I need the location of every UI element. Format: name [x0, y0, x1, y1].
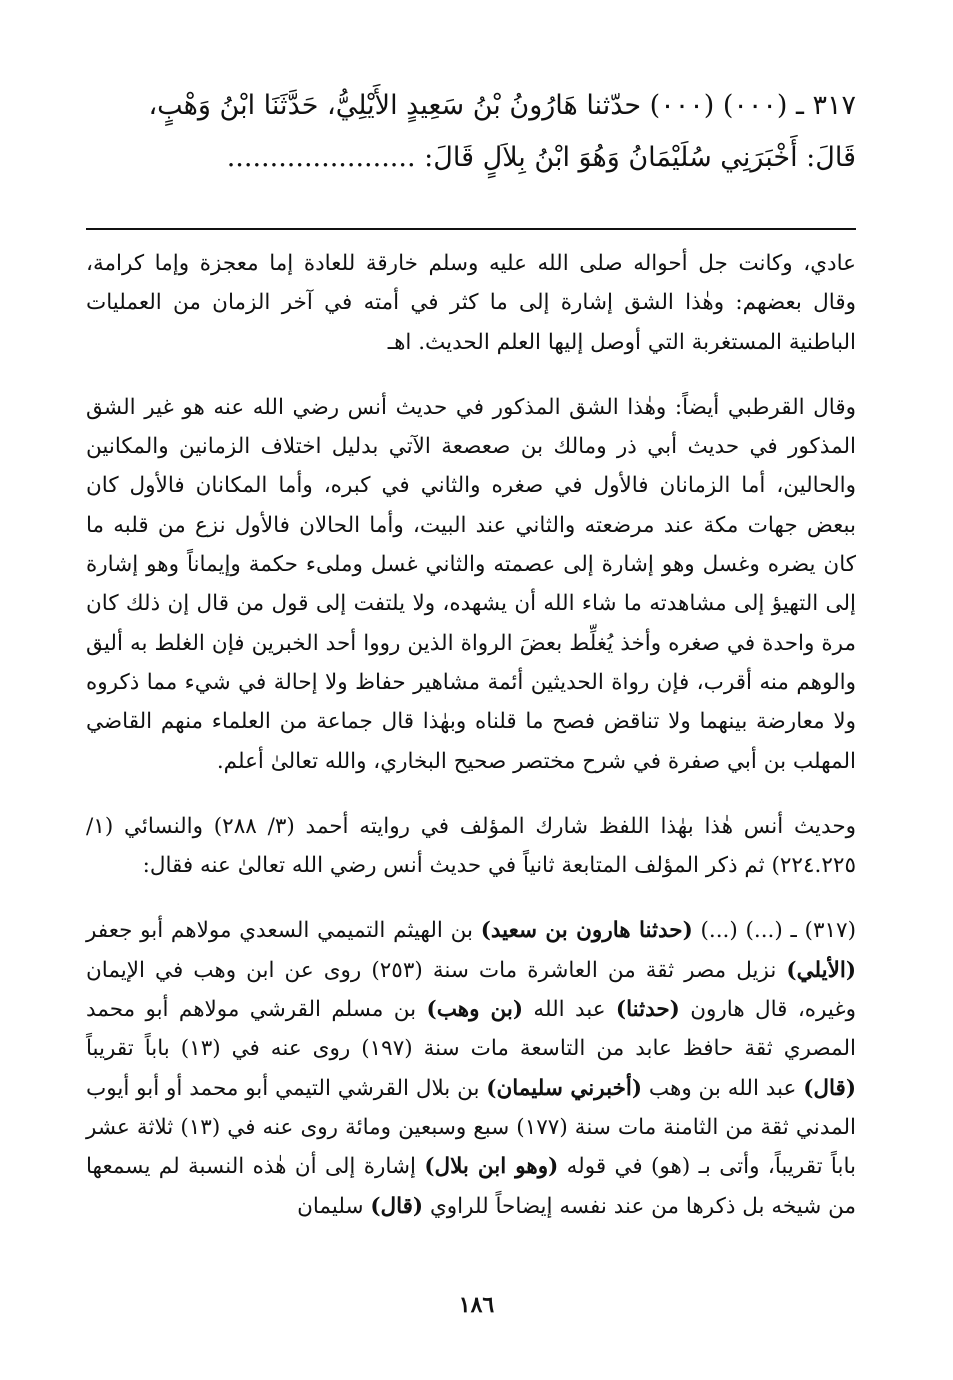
quoted-phrase: (حدثنا هارون بن سعيد)	[480, 918, 693, 944]
commentary-text: عبد الله	[523, 997, 616, 1023]
commentary-paragraph-1: عادي، وكانت جل أحواله صلى الله عليه وسلم خارقة للعادة إما معجزة وإما كرامة، وقال بعضهم: وهٰذا الشق إشارة إلى ما كثر في أمته في آخر الزمان من العمليات الباطنية المستغربة التي أوصل إليها العلم الحديث. اهـ	[86, 251, 856, 355]
quoted-phrase: (بن وهب)	[426, 997, 524, 1023]
commentary-text: عبد الله بن وهب	[642, 1075, 804, 1101]
commentary-text: إشارة إلى أن هٰذه النسبة لم يسمعها من شيخه بل ذكرها من عند نفسه إيضاحاً للراوي	[86, 1154, 856, 1219]
quoted-phrase: (الأيلي)	[786, 957, 856, 983]
quoted-phrase: (قال)	[370, 1193, 424, 1219]
commentary-paragraph-3: وحديث أنس هٰذا بهٰذا اللفظ شارك المؤلف في روايته أحمد (٣/ ٢٨٨) والنسائي (١/ ٢٢٤.٢٢٥) ثم ذكر المؤلف المتابعة ثانياً في حديث أنس رضي الله تعالىٰ عنه فقال:	[86, 813, 856, 879]
commentary-text: بن الهيثم التميمي السعدي مولاهم أبو جعفر	[86, 918, 481, 944]
quoted-phrase: (قال)	[803, 1075, 856, 1101]
hadith-line-2-text: قَالَ: أَخْبَرَنِي سُلَيْمَانُ وَهُوَ ابْنُ بِلاَلٍ قَالَ:	[424, 142, 856, 173]
quoted-phrase: (وهو ابن بلال)	[424, 1154, 559, 1180]
commentary-text: سليمان	[297, 1193, 371, 1219]
narration-number: (٣١٧) ـ (...) (...)	[692, 918, 856, 944]
commentary-paragraph-4	[86, 911, 856, 1225]
quoted-phrase: (حدثنا)	[615, 997, 680, 1023]
commentary-text: نزيل مصر ثقة من العاشرة مات سنة (٢٥٣) روى عن ابن وهب في الإيمان وغيره، قال هارون	[86, 957, 856, 1023]
commentary-text: بن مسلم القرشي مولاهم أبو محمد المصري ثقة حافظ عابد من التاسعة مات سنة (١٩٧) روى عنه في (١٣) باباً تقريباً	[86, 997, 856, 1062]
hadith-ellipsis: ......................	[226, 142, 416, 173]
quoted-phrase: (أخبرني سليمان)	[486, 1075, 643, 1101]
commentary-paragraph-2: وقال القرطبي أيضاً: وهٰذا الشق المذكور في حديث أنس رضي الله عنه هو غير الشق المذكور في حديث أبي ذر ومالك بن صعصعة الآتي بدليل اختلاف الزمانين والمكانين والحالين، أما الزمانان فالأول في صغره والثاني في كبره، وأما المكانان فالأول كان ببعض جهات مكة عند مرضعته والثاني عند البيت، وأما الحالان فالأول نزع من قلبه ما كان يضره وغسل وهو إشارة إلى عصمته والثاني غسل وملىء حكمة وإيماناً وهو إشارة إلى التهيؤ إلى مشاهدته ما شاء الله أن يشهده، ولا يلتفت إلى قول من قال إن ذلك كان مرة واحدة في صغره وأخذ يُغلِّط بعضَ الرواة الذين رووا أحد الخبرين فإن الغلط به أليق والوهم منه أقرب، فإن رواة الحديثين أئمة مشاهير حفاظ ولا إحالة في شيء مما ذكروه ولا معارضة بينهما ولا تناقض فصح ما قلناه وبهٰذا قال جماعة من العلماء منهم القاضي المهلب بن أبي صفرة في شرح مختصر صحيح البخاري، والله تعالىٰ أعلم.	[86, 394, 856, 774]
hadith-line-1: ٣١٧ ـ (٠٠٠) (٠٠٠) حدّثنا هَارُونُ بْنُ سَعِيدٍ الأَيْلِيُّ، حَدَّثَنَا ابْنُ وَهْبٍ،	[148, 90, 856, 121]
commentary-text: بن بلال القرشي التيمي أبو محمد أو أبو أيوب المدني ثقة من الثامنة مات سنة (١٧٧) سبع وسبعين ومائة روى عنه في (١٣) ثلاثة عشر باباً تقريباً، وأتى بـ (هو) في قوله	[86, 1075, 856, 1180]
page-body	[86, 80, 856, 1226]
footnote-divider	[86, 228, 856, 230]
hadith-text	[86, 80, 856, 184]
hadith-line-2	[86, 132, 856, 184]
page-number: ١٨٦	[458, 1292, 495, 1318]
